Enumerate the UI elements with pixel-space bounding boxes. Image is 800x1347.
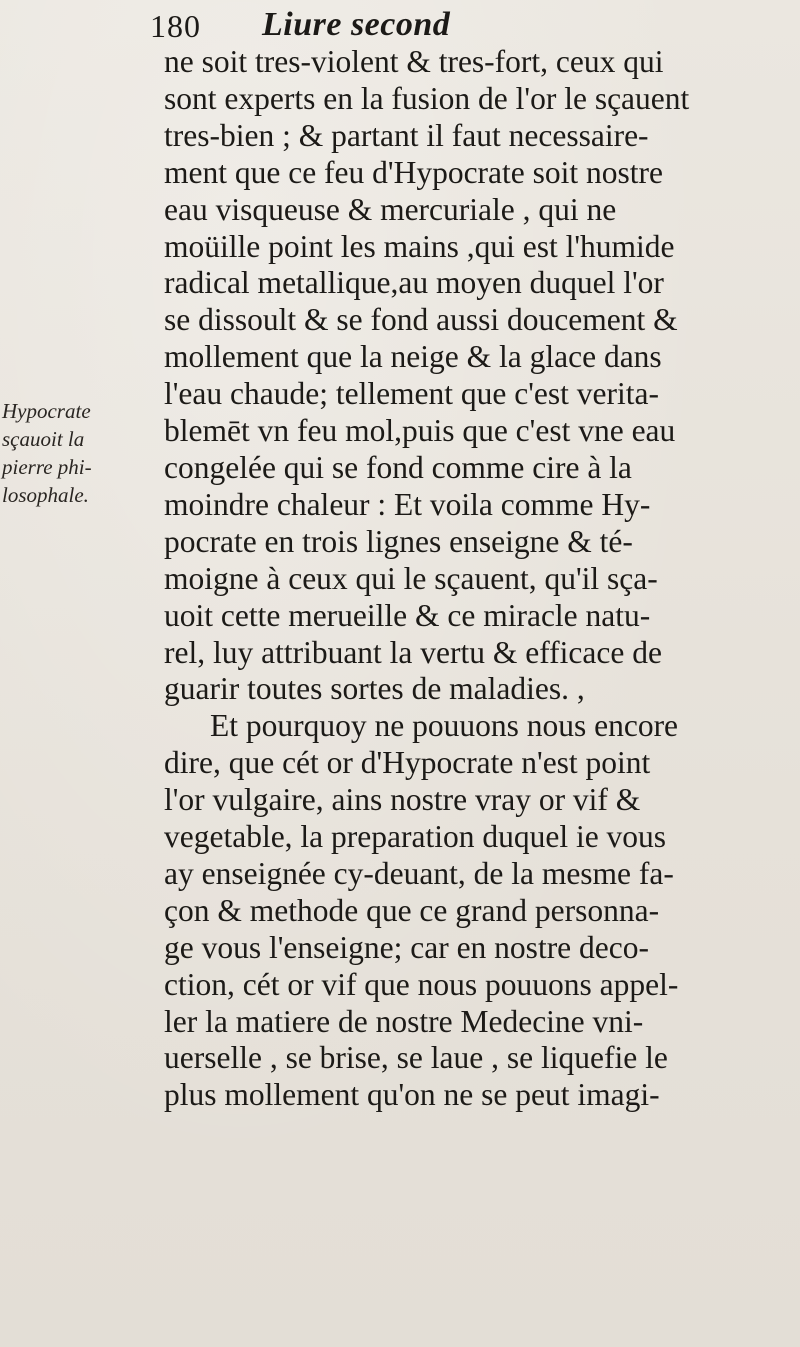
text-line: ment que ce feu d'Hypocrate soit nostre <box>164 154 664 190</box>
text-line: mollement que la neige & la glace dans <box>164 339 662 375</box>
text-line: vegetable, la preparation duquel ie vous <box>164 819 667 855</box>
text-line: çon & methode que ce grand personna- <box>164 892 660 928</box>
body-text <box>164 44 800 1114</box>
text-line: ge vous l'enseigne; car en nostre deco- <box>164 929 649 965</box>
text-line: pocrate en trois lignes enseigne & té- <box>164 523 633 559</box>
text-line: ne soit tres-violent & tres-fort, ceux qui <box>164 44 664 79</box>
text-line: radical metallique,au moyen duquel l'or <box>164 265 664 301</box>
text-line: rel, luy attribuant la vertu & efficace de <box>164 634 662 670</box>
text-line: blemēt vn feu mol,puis que c'est vne eau <box>164 413 676 449</box>
text-line: sont experts en la fusion de l'or le sçauent <box>164 80 690 116</box>
text-line: congelée qui se fond comme cire à la <box>164 449 632 485</box>
marginal-note-line: Hypocrate <box>2 399 91 423</box>
text-line: moüille point les mains ,qui est l'humide <box>164 228 675 264</box>
paragraph-start-line: Et pourquoy ne pouuons nous encore <box>210 708 679 744</box>
marginal-note <box>2 397 152 509</box>
running-title: Liure second <box>262 6 451 43</box>
text-line: l'eau chaude; tellement que c'est verita- <box>164 376 659 412</box>
text-line: moigne à ceux qui le sçauent, qu'il sça- <box>164 560 658 596</box>
text-line: uerselle , se brise, se laue , se liquefie le <box>164 1040 668 1076</box>
text-line: se dissoult & se fond aussi doucement & <box>164 302 678 338</box>
text-line: ay enseignée cy-deuant, de la mesme fa- <box>164 855 674 891</box>
page-number: 180 <box>150 8 201 44</box>
text-line: guarir toutes sortes de maladies. , <box>164 671 585 707</box>
marginal-note-line: losophale. <box>2 483 89 507</box>
text-line: uoit cette merueille & ce miracle natu- <box>164 597 651 633</box>
text-line: ction, cét or vif que nous pouuons appel- <box>164 966 679 1002</box>
text-line: eau visqueuse & mercuriale , qui ne <box>164 191 617 227</box>
text-line: dire, que cét or d'Hypocrate n'est point <box>164 745 651 781</box>
text-line: plus mollement qu'on ne se peut imagi- <box>164 1077 660 1113</box>
text-line: moindre chaleur : Et voila comme Hy- <box>164 486 651 522</box>
marginal-note-line: pierre phi- <box>2 455 92 479</box>
text-line: ler la matiere de nostre Medecine vni- <box>164 1003 644 1039</box>
running-head <box>150 6 550 46</box>
marginal-note-line: sçauoit la <box>2 427 85 451</box>
text-line: l'or vulgaire, ains nostre vray or vif & <box>164 782 641 818</box>
text-line: tres-bien ; & partant il faut necessaire- <box>164 117 649 153</box>
